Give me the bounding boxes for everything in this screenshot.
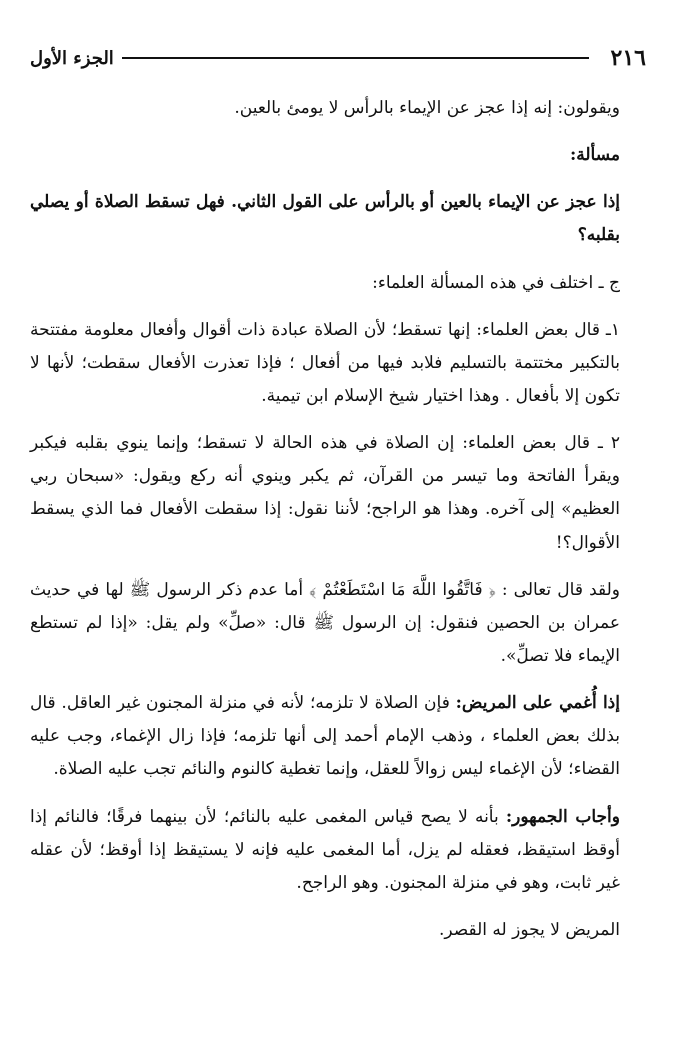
page-number: ٢١٦ bbox=[610, 45, 646, 71]
answer-heading: ج ـ اختلف في هذه المسألة العلماء: bbox=[372, 272, 620, 293]
header-rule bbox=[122, 57, 589, 59]
part-title: الجزء الأول bbox=[30, 47, 114, 69]
paragraph-1: ويقولون: إنه إذا عجز عن الإيماء بالرأس لا يومئ بالعين. bbox=[234, 98, 620, 118]
fainting-lead: إذا أُغمي على المريض: bbox=[455, 693, 620, 714]
majority-answer-paragraph bbox=[30, 801, 646, 900]
opinion-2: ٢ ـ قال بعض العلماء: إن الصلاة في هذه الحالة لا تسقط؛ وإنما ينوي بقلبه فيكبر ويقرأ الفاتحة وما تيسر من القرآن، ثم يكبر وينوي أنه ركع ويقول: «سبحان ربي العظيم» إلى آخره. وهذا هو الراجح؛ لأننا نقول: إذا سقطت الأفعال فما الذي يسقط الأقوال؟! bbox=[30, 433, 620, 553]
quran-hadith-paragraph: ولقد قال تعالى : ﴿ فَاتَّقُوا اللَّهَ مَا اسْتَطَعْتُمْ ﴾ أما عدم ذكر الرسول ﷺ لها في حديث عمران بن الحصين فنقول: إن الرسول ﷺ قال: «صلِّ» ولم يقل: «إذا لم تستطع الإيماء فلا تصلِّ». bbox=[30, 579, 620, 666]
fainting-text: فإن الصلاة لا تلزمه؛ لأنه في منزلة المجنون غير العاقل. قال بذلك بعض العلماء ، وذهب الإمام أحمد إلى أنها تلزمه؛ فإذا زال الإغماء، وجب عليه القضاء؛ لأن الإغماء ليس زوالاً للعقل، وإنما تغطية كالنوم والنائم تجب عليه الصلاة. bbox=[30, 693, 620, 780]
opinion-1: ١ـ قال بعض العلماء: إنها تسقط؛ لأن الصلاة عبادة ذات أقوال وأفعال معلومة مفتتحة بالتكبير مختتمة بالتسليم فلابد فيها من أفعال ؛ فإذا تعذرت الأفعال سقطت؛ لأنها لا تكون إلا بأفعال . وهذا اختيار شيخ الإسلام ابن تيمية. bbox=[30, 319, 620, 406]
page-header bbox=[30, 38, 646, 78]
fainting-paragraph bbox=[30, 687, 646, 786]
document-page bbox=[30, 38, 646, 961]
question-paragraph: إذا عجز عن الإيماء بالعين أو بالرأس على القول الثاني. فهل تسقط الصلاة أو يصلي بقلبه؟ bbox=[30, 192, 620, 246]
page-body bbox=[30, 92, 646, 947]
majority-text: بأنه لا يصح قياس المغمى عليه بالنائم؛ لأن بينهما فرقًا؛ فالنائم إذا أوقظ استيقظ، فعقله لم يزل، أما المغمى عليه فإنه لا يستيقظ إذا أوقظ؛ لأن عقله غير ثابت، وهو في منزلة المجنون. وهو الراجح. bbox=[30, 806, 620, 893]
final-paragraph: المريض لا يجوز له القصر. bbox=[439, 919, 620, 940]
majority-lead: وأجاب الجمهور: bbox=[505, 806, 620, 827]
section-heading-masala: مسألة: bbox=[569, 145, 620, 166]
